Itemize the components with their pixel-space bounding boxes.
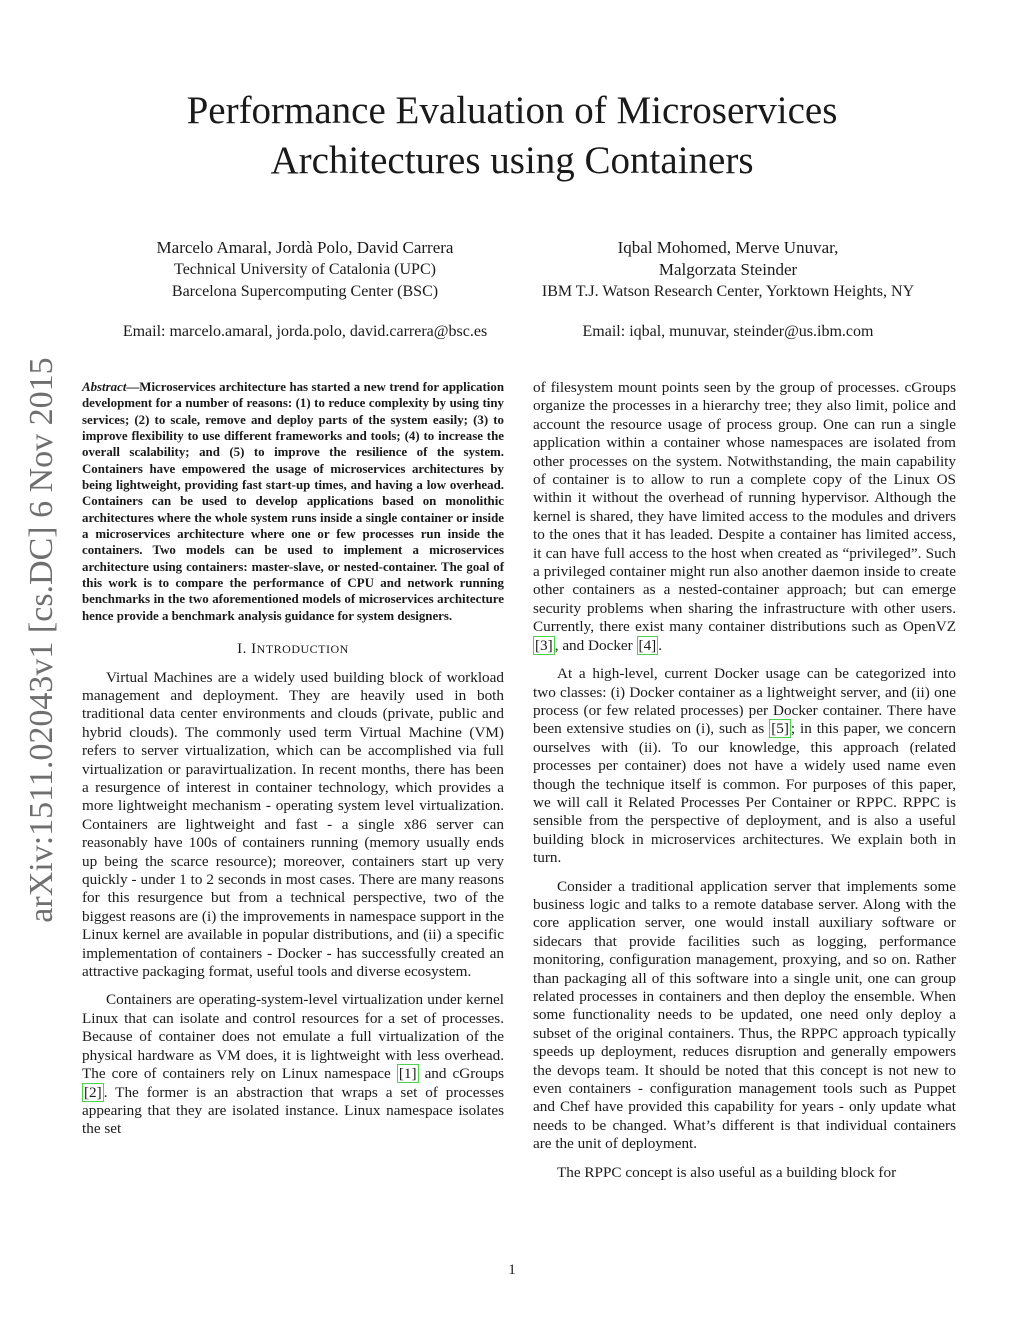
right-p1-text-b: , and Docker: [554, 636, 637, 654]
intro-paragraph-2: [82, 991, 504, 1138]
right-paragraph-2: [533, 665, 956, 867]
section-title-cap: I: [251, 641, 257, 658]
arxiv-stamp: arXiv:1511.02043v1 [cs.DC] 6 Nov 2015: [23, 357, 60, 923]
email-right: Email: iqbal, munuvar, steinder@us.ibm.com: [582, 323, 874, 340]
citation-link-4[interactable]: [4]: [638, 636, 657, 654]
affiliation-ibm: IBM T.J. Watson Research Center, Yorktown Heights, NY: [541, 283, 915, 300]
right-paragraph-1: [533, 379, 956, 655]
email-left: Email: marcelo.amaral, jorda.polo, david.carrera@bsc.es: [122, 323, 488, 340]
title-line-2: Architectures using Containers: [270, 139, 754, 182]
page-number: 1: [508, 1262, 516, 1278]
citation-link-5[interactable]: [5]: [771, 720, 789, 738]
author-block-left: [98, 237, 512, 343]
section-heading-introduction: [82, 640, 504, 658]
author-names-left: Marcelo Amaral, Jordà Polo, David Carrera: [156, 238, 454, 257]
citation-link-2[interactable]: [2]: [84, 1083, 102, 1101]
right-p2-text-a: At a high-level, current Docker usage can be categorized into two classes: (i) Docker container as a lightweight server, and (ii) one process (or few related processes) per Docker container. There have been extensive studies on (i), such as: [533, 665, 956, 738]
intro-p2-text-b: and cGroups: [418, 1065, 504, 1083]
author-block-right: [515, 237, 941, 343]
intro-p2-text-a: Containers are operating-system-level virtualization under kernel Linux that can isolate and control resources for a set of processes. Because of container does not emulate a full virtualization of the physical hardware as VM does, it is lightweight with less overhead. The core of containers rely on Linux namespace: [82, 991, 504, 1083]
abstract: [82, 379, 504, 624]
right-p2-text-b: ; in this paper, we concern ourselves with (ii). To our knowledge, this approach (related processes per container) does not have a widely used name even though the technique itself is common. For purposes of this paper, we will call it Related Processes Per Container or RPPC. RPPC is sensible from the perspective of deployment, and is also a useful building block in microservices architectures. We explain both in turn.: [533, 720, 956, 867]
section-title-rest: NTRODUCTION: [256, 642, 349, 657]
right-column: [533, 379, 956, 1192]
author-names-right-2: Malgorzata Steinder: [658, 260, 798, 279]
affiliation-bsc: Barcelona Supercomputing Center (BSC): [171, 283, 439, 300]
right-paragraph-3: Consider a traditional application server that implements some business logic and talks to a remote database server. Along with the core application server, one would install auxiliary software or sidecars that provide facilities such as logging, performance monitoring, configuration management, proxying, and so on. Rather than packaging all of this software into a single unit, one can group related processes in containers and then deploy the ensemble. When some functionality needs to be updated, one need only deploy a subset of the original containers. Thus, the RPPC approach typically speeds up deployment, reduces disruption and generally empowers the devops team. It should be noted that this concept is not new to even containers - configuration management tools such as Puppet and Chef have provided this capability for years - only update what needs to be changed. What’s different is that individual containers are the unit of deployment.: [533, 877, 956, 1153]
citation-link-1[interactable]: [1]: [398, 1065, 417, 1083]
title-line-1: Performance Evaluation of Microservices: [186, 89, 838, 132]
right-p1-text-a: of filesystem mount points seen by the group of processes. cGroups organize the processes in a hierarchy tree; they also limit, police and account the resource usage of process group. One can run a single application within a container whose namespaces are isolated from other processes on the system. Notwithstanding, the main capability of container is to allow to run a complete copy of the Linux OS within it without the overhead of running hypervisor. Although the kernel is shared, they have limited access to the modules and drivers to the ones that it has leaded. Despite a container has limited access, it can have full access to the host when created as “privileged”. Such a privileged container might run also another daemon inside to create other containers as a nested-container approach; but can emerge security problems when sharing the infrastructure with other users. Currently, there exist many container distributions such as OpenVZ: [533, 379, 956, 636]
right-p1-text-c: .: [658, 636, 663, 654]
abstract-body: —Microservices architecture has started a new trend for application development for a number of reasons: (1) to reduce complexity by using tiny services; (2) to scale, remove and deploy parts of the system easily; (3) to improve flexibility to use different frameworks and tools; (4) to increase the overall scalability; and (5) to improve the resilience of the system. Containers have empowered the usage of microservices architectures by being lightweight, providing fast start-up times, and having a low overhead. Containers can be used to develop applications based on monolithic architectures where the whole system runs inside a single container or inside a microservices architecture where one or few processes run inside the containers. Two models can be used to implement a microservices architecture using containers: master-slave, or nested-container. The goal of this work is to compare the performance of CPU and network running benchmarks in the two aforementioned models of microservices architecture hence provide a benchmark analysis guidance for system designers.: [82, 380, 504, 623]
paper-title: [0, 86, 1024, 186]
intro-paragraph-1: Virtual Machines are a widely used building block of workload management and deployment. They are heavily used in both traditional data center environments and clouds (private, public and hybrid clouds). The commonly used term Virtual Machine (VM) refers to server virtualization, which can be accomplished via full virtualization or paravirtualization. In recent months, there has been a resurgence of interest in container technology, which provides a more lightweight mechanism - operating system level virtualization. Containers are lightweight and fast - a single x86 server can reasonably have 100s of containers running (memory usually ends up being the scarce resource); moreover, containers start up very quickly - under 1 to 2 seconds in most cases. There are many reasons for this resurgence but from a technical perspective, two of the biggest reasons are (i) the improvements in namespace support in the Linux kernel are available in popular distributions, and (ii) a specific implementation of containers - Docker - has successfully created an attractive packaging format, useful tools and diverse ecosystem.: [82, 668, 504, 981]
intro-p2-text-c: . The former is an abstraction that wraps a set of processes appearing that they are isolated instance. Linux namespace isolates the set: [82, 1083, 504, 1138]
author-names-right-1: Iqbal Mohomed, Merve Unuvar,: [617, 238, 839, 257]
affiliation-upc: Technical University of Catalonia (UPC): [174, 261, 436, 278]
right-paragraph-4: The RPPC concept is also useful as a building block for: [557, 1163, 897, 1181]
abstract-label: Abstract: [82, 380, 127, 394]
left-column: [82, 379, 504, 1149]
section-number: I.: [237, 641, 247, 658]
citation-link-3[interactable]: [3]: [535, 636, 553, 654]
